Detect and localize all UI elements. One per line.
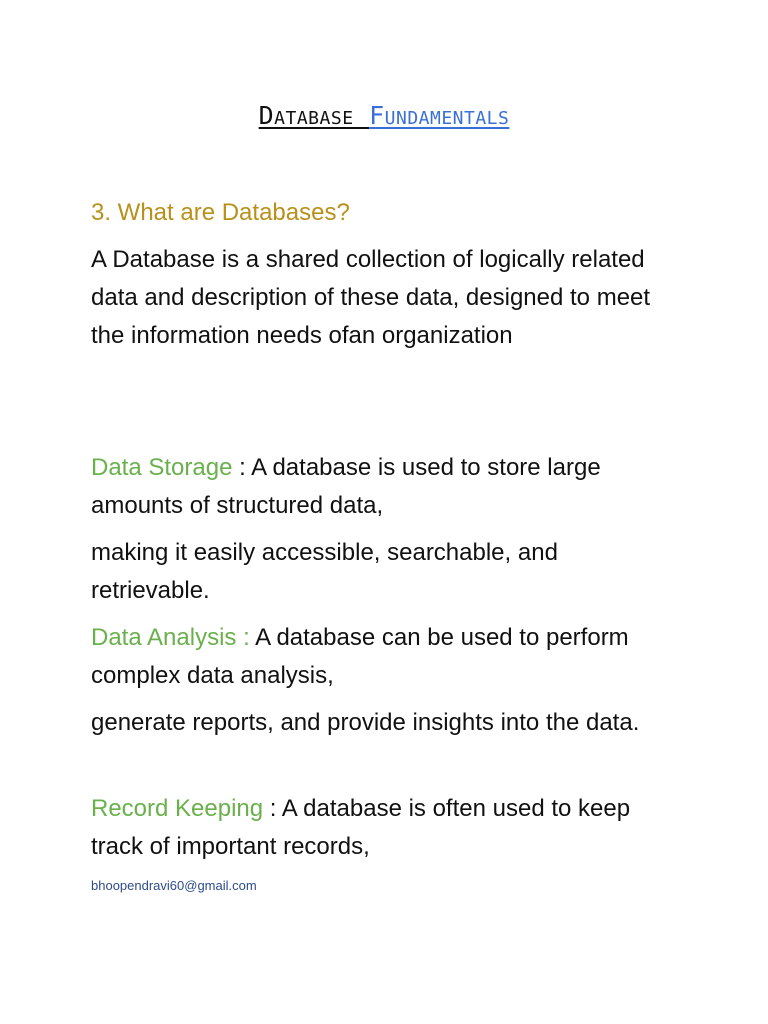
item-record-keeping [91,790,651,866]
item-description: : A database is used to store large amounts of structured data, [91,454,601,519]
title-part-database: Database [258,101,370,130]
item-description: A database can be used to perform complex data analysis, [91,624,629,689]
item-extra-text: making it easily accessible, searchable, and retrievable. [91,539,558,604]
footer-email: bhoopendravi60@gmail.com [91,878,257,893]
item-extra-text: generate reports, and provide insights into the data. [91,709,640,736]
item-description: : A database is often used to keep track of important records, [91,795,631,860]
item-data-analysis [91,619,651,695]
item-term: Record Keeping [91,795,264,822]
definition-paragraph: A Database is a shared collection of logically related data and description of these data, designed to meet the information needs ofan organization [91,246,651,349]
item-term: Data Storage [91,454,233,481]
item-data-storage [91,449,671,525]
title-part-fundamentals: Fundamentals [369,101,510,130]
item-term: Data Analysis : [91,624,256,651]
section-heading: 3. What are Databases? [91,199,350,226]
page-title [0,96,768,136]
